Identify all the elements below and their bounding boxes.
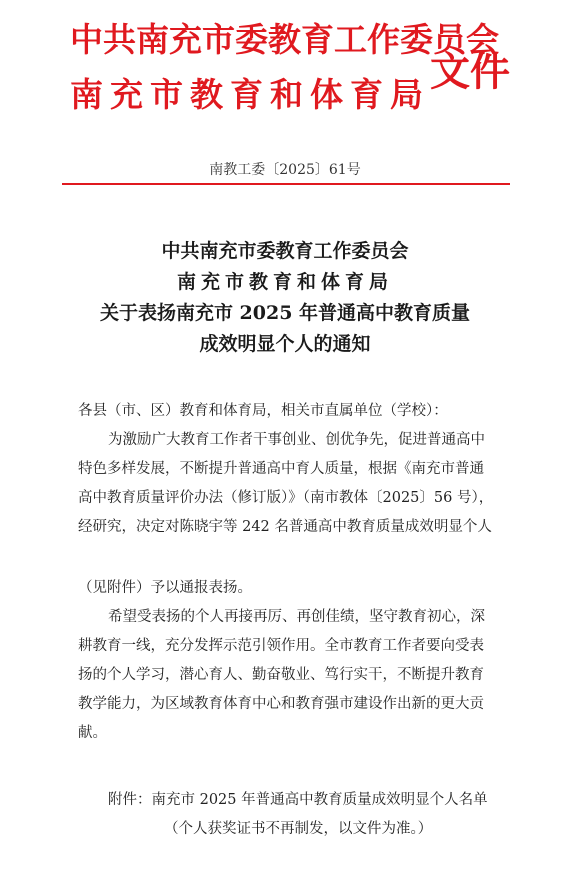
attachment-note bbox=[0, 786, 570, 844]
paragraph-1-line: 为激励广大教育工作者干事创业、创优争先，促进普通高中 bbox=[108, 432, 485, 448]
paragraph-1-continuation bbox=[78, 574, 508, 603]
paragraph-1-line: 经研究，决定对陈晓宇等 242 名普通高中教育质量成效明显个人 bbox=[78, 519, 492, 535]
attachment-line-2: （个人获奖证书不再制发，以文件为准。） bbox=[164, 821, 433, 837]
letterhead-org-line-2: 南充市教育和体育局 bbox=[70, 75, 430, 114]
paragraph-2-line: 献。 bbox=[78, 725, 107, 741]
paragraph-2-line: 耕教育一线，充分发挥示范引领作用。全市教育工作者要向受表 bbox=[78, 638, 484, 654]
letterhead bbox=[0, 0, 570, 130]
paragraph-2-line: 教学能力，为区域教育体育中心和教育强市建设作出新的更大贡 bbox=[78, 696, 484, 712]
title-line-1: 中共南充市委教育工作委员会 bbox=[161, 240, 409, 262]
red-divider-line bbox=[62, 183, 510, 185]
letterhead-wenjian: 文件 bbox=[430, 49, 510, 95]
paragraph-1-line: 高中教育质量评价办法（修订版）》（南市教体〔2025〕56 号）， bbox=[78, 490, 494, 506]
salutation bbox=[78, 397, 508, 426]
paragraph-2-line: 扬的个人学习，潜心育人、勤奋敬业、笃行实干，不断提升教育 bbox=[78, 667, 484, 683]
document-number: 南教工委〔2025〕61号 bbox=[209, 162, 361, 178]
paragraph-1-line: 特色多样发展，不断提升普通高中育人质量，根据《南充市普通 bbox=[78, 461, 484, 477]
paragraph-2-line: 希望受表扬的个人再接再厉、再创佳绩，坚守教育初心，深 bbox=[108, 609, 485, 625]
salutation-text: 各县（市、区）教育和体育局，相关市直属单位（学校）： bbox=[78, 403, 448, 419]
title-line-3: 关于表扬南充市 2025 年普通高中教育质量 bbox=[99, 302, 471, 324]
title-line-4: 成效明显个人的通知 bbox=[199, 333, 371, 355]
document-title bbox=[0, 236, 570, 360]
paragraph-1-line: （见附件）予以通报表扬。 bbox=[78, 580, 252, 596]
attachment-line-1: 附件：南充市 2025 年普通高中教育质量成效明显个人名单 bbox=[108, 792, 488, 808]
title-line-2: 南充市教育和体育局 bbox=[176, 271, 393, 293]
letterhead-org-line-1: 中共南充市委教育工作委员会 bbox=[70, 20, 499, 59]
paragraph-2 bbox=[78, 603, 508, 748]
paragraph-1 bbox=[78, 426, 508, 542]
